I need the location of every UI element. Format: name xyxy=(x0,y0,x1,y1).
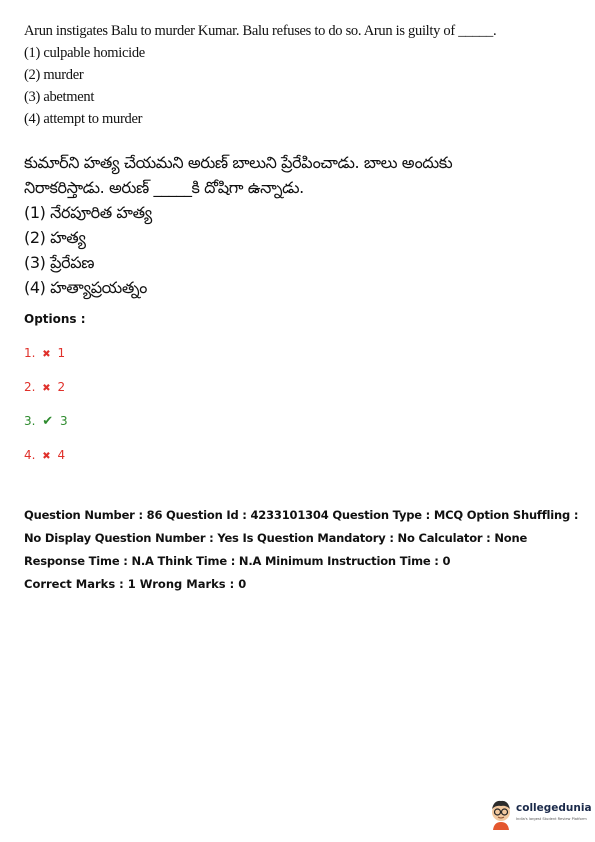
question-metadata: Question Number : 86 Question Id : 4233101304 Question Type : MCQ Option Shuffling : No Display Question Number : Yes Is Question Mandatory : No Calculator : None Response Time : N.A Think Time : N.A Minimum Instruction Time : 0 xyxy=(24,508,579,568)
answer-option-2 xyxy=(24,380,68,414)
question-stem-en: Arun instigates Balu to murder Kumar. Balu refuses to do so. Arun is guilty of _____. xyxy=(24,23,497,39)
option-en-2: (2) murder xyxy=(24,67,84,83)
answer-option-number: 1. xyxy=(24,346,36,360)
answer-option-value: 4 xyxy=(57,448,66,462)
answer-option-3 xyxy=(24,414,68,448)
answer-option-number: 2. xyxy=(24,380,36,394)
option-te-3: (3) ప్రేరేపణ xyxy=(24,253,95,272)
question-stem-te-line1: కుమార్‌ని హత్య చేయమని అరుణ్ బాలుని ప్రేరేపించాడు. బాలు అందుకు xyxy=(24,153,453,172)
options-heading: Options : xyxy=(24,312,86,326)
check-icon: ✔ xyxy=(42,414,54,429)
question-telugu xyxy=(24,150,452,300)
answer-option-value: 3 xyxy=(60,414,68,428)
answer-options-list xyxy=(24,346,68,482)
option-en-3: (3) abetment xyxy=(24,89,95,105)
option-en-1: (1) culpable homicide xyxy=(24,45,145,61)
question-stem-te-line2: నిరాకరిస్తాడు. అరుణ్ _____కి దోషిగా ఉన్నాడు. xyxy=(24,178,304,197)
answer-option-number: 3. xyxy=(24,414,36,428)
answer-option-value: 2 xyxy=(57,380,66,394)
answer-option-number: 4. xyxy=(24,448,36,462)
cross-icon: ✖ xyxy=(42,383,51,394)
collegedunia-logo xyxy=(488,798,592,834)
answer-option-4 xyxy=(24,448,68,482)
cross-icon: ✖ xyxy=(42,349,51,360)
logo-wordmark: collegedunia xyxy=(516,802,592,814)
logo-tagline: India's largest Student Review Platform xyxy=(516,817,587,821)
option-te-1: (1) నేరపూరిత హత్య xyxy=(24,203,152,222)
mascot-icon xyxy=(488,798,514,830)
answer-option-1 xyxy=(24,346,68,380)
cross-icon: ✖ xyxy=(42,451,51,462)
answer-option-value: 1 xyxy=(57,346,66,360)
option-te-2: (2) హత్య xyxy=(24,228,86,247)
option-en-4: (4) attempt to murder xyxy=(24,111,143,127)
question-english xyxy=(24,20,496,130)
option-te-4: (4) హత్యాప్రయత్నం xyxy=(24,278,147,297)
marks-info: Correct Marks : 1 Wrong Marks : 0 xyxy=(24,577,247,591)
